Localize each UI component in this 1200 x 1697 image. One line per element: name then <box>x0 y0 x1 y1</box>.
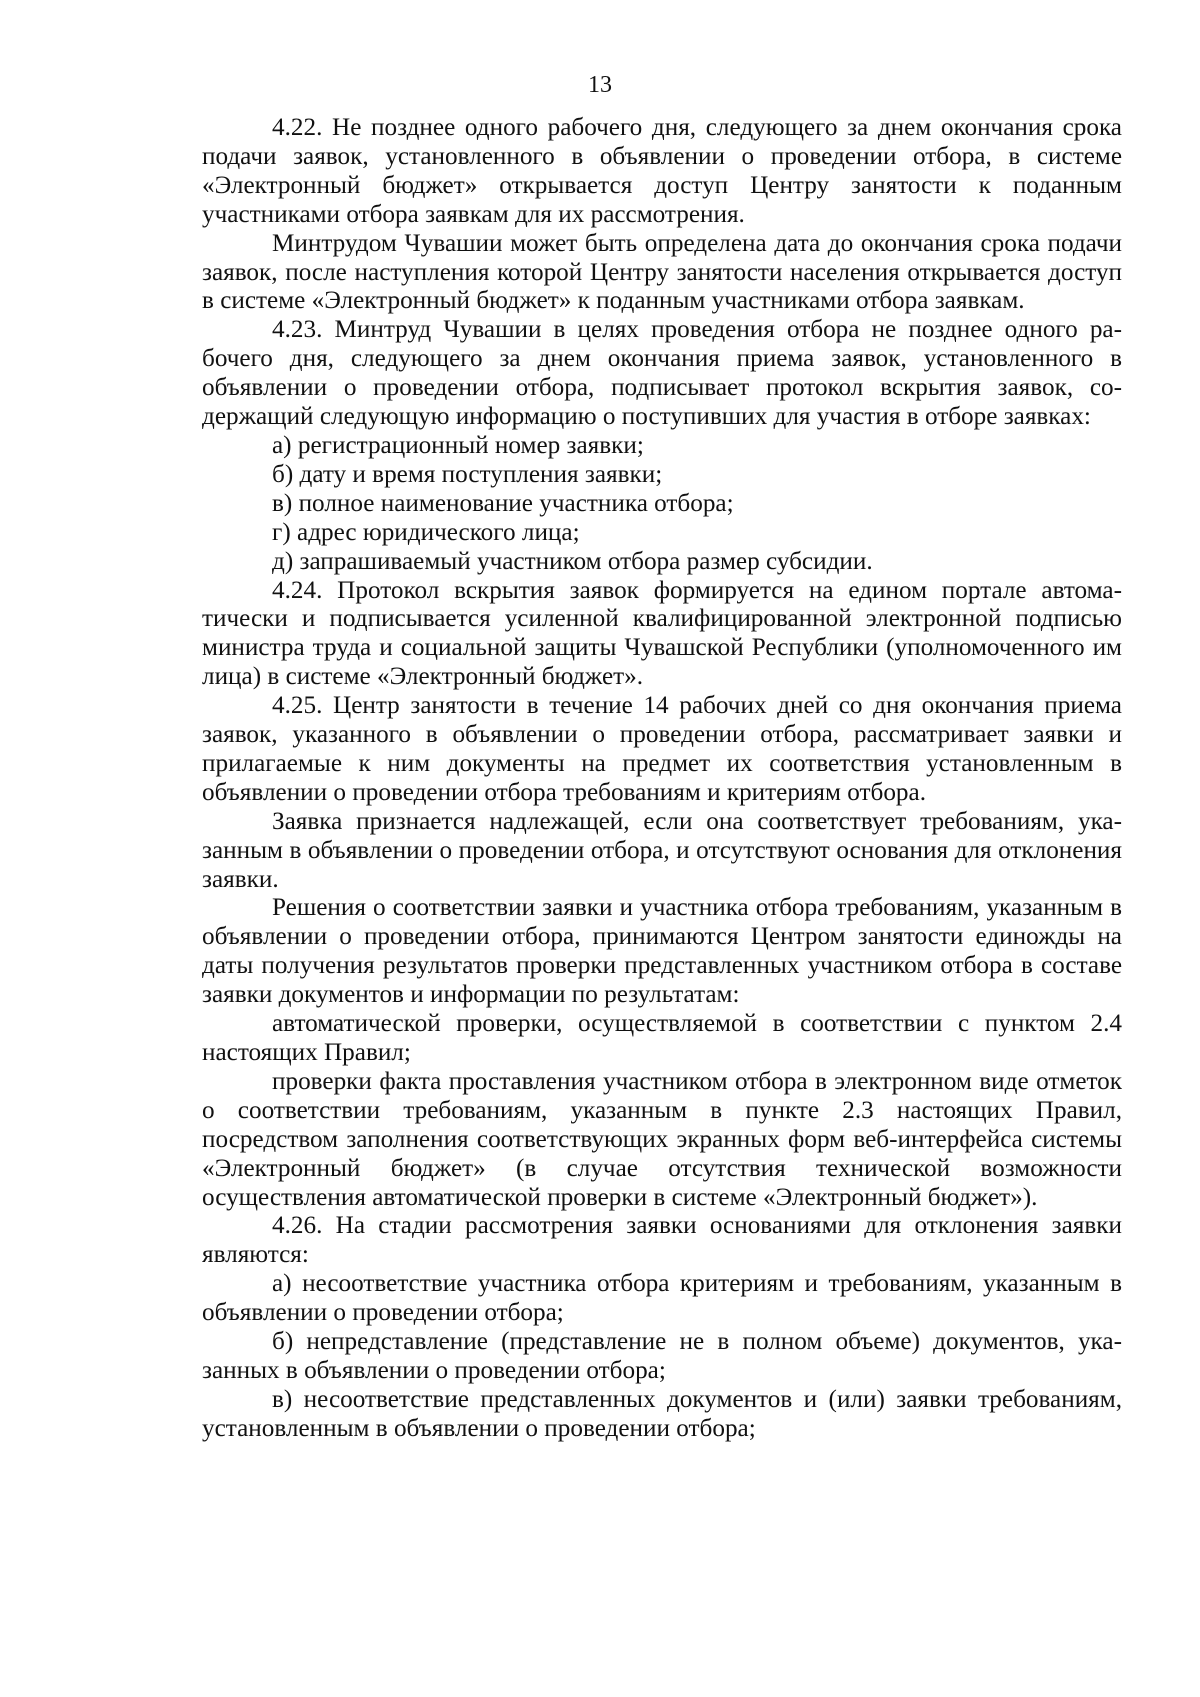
paragraph-4-26: 4.26. На стадии рассмотрения заявки основаниями для отклонения заявки являются: <box>202 1212 1122 1269</box>
paragraph-application-proper: Заявка признается надлежащей, если она соответствует требованиям, указанным в объявлении о проведении отбора, и отсутствуют основания для отклонения заявки. <box>202 807 1122 893</box>
paragraph-manual-check: проверки факта проставления участником отбора в электронном виде отметок о соответствии требованиям, указанным в пункте 2.3 настоящих Правил, посредством заполнения соответствующих экранных форм веб-интерфейса системы «Электронный бюджет» (в случае отсутствия технической возможности осуществления автоматической проверки в системе «Электронный бюджет»). <box>202 1067 1122 1211</box>
paragraph-4-23: 4.23. Минтруд Чувашии в целях проведения отбора не позднее одного рабочего дня, следующего за днем окончания приема заявок, установленного в объявлении о проведении отбора, подписывает протокол вскрытия заявок, содержащий следующую информацию о поступивших для участия в отборе заявках: <box>202 316 1122 431</box>
paragraph-4-25: 4.25. Центр занятости в течение 14 рабочих дней со дня окончания приема заявок, указанного в объявлении о проведении отбора, рассматривает заявки и прилагаемые к ним документы на предмет их соответствия установленным в объявлении о проведении отбора требованиям и критериям отбора. <box>202 692 1122 806</box>
paragraph-date-access: Минтрудом Чувашии может быть определена дата до окончания срока подачи заявок, после наступления которой Центру занятости населения открывается доступ в системе «Электронный бюджет» к поданным участниками отбора заявкам. <box>202 229 1122 315</box>
list-item-v-full-name: в) полное наименование участника отбора; <box>272 489 734 517</box>
list-item-g-address: г) адрес юридического лица; <box>272 518 580 546</box>
paragraph-4-22: 4.22. Не позднее одного рабочего дня, следующего за днем окончания срока подачи заявок, установленного в объявлении о проведении отбора, в системе «Электронный бюджет» открывается доступ Центру занятости к поданным участниками отбора заявкам для их рассмотрения. <box>202 114 1122 228</box>
paragraph-automatic-check: автоматической проверки, осуществляемой в соответствии с пунктом 2.4 настоящих Правил; <box>202 1010 1122 1066</box>
list-item-v-documents-nonconformity: в) несоответствие представленных документов и (или) заявки требованиям, установленным в объявлении о проведении отбора; <box>202 1385 1122 1442</box>
paragraph-4-24: 4.24. Протокол вскрытия заявок формируется на едином портале автоматически и подписывается усиленной квалифицированной электронной подписью министра труда и социальной защиты Чувашской Республики (уполномоченного им лица) в системе «Электронный бюджет». <box>202 576 1122 691</box>
list-item-a-registration-number: а) регистрационный номер заявки; <box>272 431 644 459</box>
document-body <box>202 114 1122 1444</box>
list-item-b-date-time: б) дату и время поступления заявки; <box>272 460 663 488</box>
list-item-a-nonconformity: а) несоответствие участника отбора критериям и требованиям, указанным в объявлении о проведении отбора; <box>202 1270 1122 1327</box>
list-item-b-nonsubmission: б) непредставление (представление не в полном объеме) документов, указанных в объявлении о проведении отбора; <box>202 1328 1122 1384</box>
list-item-d-subsidy-amount: д) запрашиваемый участником отбора размер субсидии. <box>272 547 873 575</box>
paragraph-decisions: Решения о соответствии заявки и участника отбора требованиям, указанным в объявлении о проведении отбора, принимаются Центром занятости единожды на даты получения результатов проверки представленных участником отбора в составе заявки документов и информации по результатам: <box>202 894 1122 1009</box>
page-number: 13 <box>588 72 612 98</box>
